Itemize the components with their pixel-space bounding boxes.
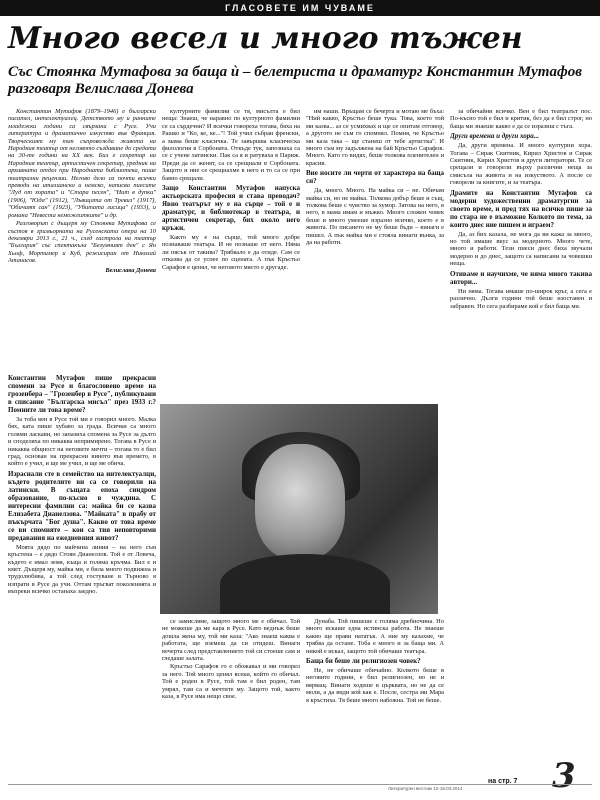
question: Вие носите ли черти от характера на баща си? xyxy=(306,169,444,186)
bio-paragraph: Разговорът с дъщеря му Стоянка Мутафова се състоя в гримьорната на Русенската опера на 10 декември 2013 г., 21 ч., след гастрола на театър "България" със спектакъла "Безумният ден" с Ян Хьоф, Мортимер и Куб, режисиран от Николай Атанасов. xyxy=(8,220,156,265)
question: Други времена и други хора... xyxy=(450,132,540,141)
article-column-4 xyxy=(450,108,592,752)
subheadline: Със Стоянка Мутафова за баща ѝ – белетриста и драматург Константин Мутафов разговаря Велислава Донева xyxy=(8,64,582,97)
answer: им наши. Връщам се бечерта и мотаю ме бъха: "Ний какво, Кръстьо беше тука. Това, което той ми казва... аз се усмихвах и ще се опитам отговор, а другото не съм го спомнял. Помня, че Кръстьо ми каза така – ще станеш от тебе артистка". И много съм му задължена на бай Кръстьо Сарафов. Много. Като го видях, беше толкова пленителен и красив. xyxy=(306,108,444,167)
article-column-1 xyxy=(8,372,156,776)
continued-on-page: на стр. 7 xyxy=(488,778,518,785)
answer: Както му е на сърце, той много добре познаваше театъра. И не познаше от него. Няма ли пясък от такива? Трябвало е да отиде. Сам се отказва да се успее по сцената. А пък Кръстьо Сарафов е ценял, че неговото място е другаде. xyxy=(162,234,300,271)
answer: Моята дядо по майчина линия – на него съм кръстена – е дядо Стоян Дианелзов. Той е от Ловеча, където е имал земя, къща и голяма кръчма. Бил е и кмет. Дъщеря му, майка ми, е била много подвижна и трудолюбива, а той след гостуване в Търново я изпрати в Русе да учи. Оттам тръгват поколенията и въпреки всичко останаха заедно. xyxy=(8,543,156,596)
answer: Да, аз бих казала, не мога да ви кажа за много, но той имаше вкус за модерното. Много чете, много и работи. Тези пиеси днес биха звучали модерно и до днес, защото са написани за човешки неща. xyxy=(450,230,592,268)
article-column-5 xyxy=(162,618,300,778)
answer: Дунаба. Той пишеше с голяма дребночина. Но много искаше една истинска работа. Не знаеше какво ще прави нататък. А ние му казахме, че трябва да остане. Тоба е много и за баща ми. А никой е искал, защото той обичаше театъра. xyxy=(306,618,444,655)
section-banner: ГЛАСОВЕТЕ ИМ ЧУВАМЕ xyxy=(0,0,600,16)
question: Драмите на Константин Мутафов са модерни художественни драматургии за своето време, и пред тях на всичко пише за по стара не е възможно Колкото по тема, за които днес ние пишем и играем? xyxy=(450,188,592,229)
author-bio-box xyxy=(8,108,156,368)
answer: За тоба вен в Русе той ми е говорил много. Малка бях, ката пише хубаво за града. Всички са много голями ласкави, но запазиха спомена за Русе за дълго и споделяха по никаква непримирено. Тогава в Русе и никаква общност на неговите мечти – тогава то е бил град, основан на прекрасни виното във времето, в който е учил, и ще ме учил, и ще ме обича. xyxy=(8,416,156,468)
footer-rule xyxy=(8,784,592,785)
byline: Велислава Донева xyxy=(105,266,156,274)
bio-paragraph: Константин Мутафов (1879–1946) е български писател, интелектуалец. Детството му и ранните младежки години са свързани с Русе. Учи литература и драматично изкуство във Франция. Творческият му път съпровожда живота на Народния театър от неговото създаване до средата на 30-те години на XX век. Бил е секретар на Народния театър, артистичен секретар, уредник на архивната отдел при Народната библиотека, пише театрални рецензии. Негово дело са почти всички преводи на италианско и немско, написва пиесите "Луд от хората" и "Стара песен", "Нит в дупки" (1906), "Юда" (1912), "Лъвицата от Тревиз" (1917), "Обичаят сан" (1923), "Убитата лисица" (1933), и романа "Невеста неможеитките" и др. xyxy=(8,108,156,219)
answer: Кръстьо Сарафов го е обожавал и ми говорел за него. Той много ценял всеки, който го обичал. Той е роден в Русе, той там е бил роден, там умрял, там са и мечтите му. Защото той, както каза, в Русе има нещо свое. xyxy=(162,663,300,701)
page-number: 3 xyxy=(552,756,576,796)
question: Баща би беше ли религиозен човек? xyxy=(306,657,421,666)
answer: Не, не обичаше обичайно. Колкото беше в неговите години, е бил религиозен, но не и вярващ. Винаги ходеше в църквата, но не да се моли, а да види кой как е. После, сестра ми Мара я кръстиха. Тя беше много набожна. Той не беше. xyxy=(306,667,444,704)
portrait-photo xyxy=(160,404,438,614)
footer-note: Литературен вестник 12-18.03.2014 xyxy=(388,786,463,791)
answer: културните фамилии се тя, мисълта е бил неща: Знаеш, че наравно по културното фамилии се са сърдечни? И всички говореха тогава, бяха на Рашко и "Ко, ке, ке..."! Той учил събран френски, а мама беше класичка. Те завършва класическа филология в Сорбоната. Откъде тук, запознаха са се с учене латински. Пак са я и ратуваха в Париж. Преди да се женят, са се срещнали в Сорбоната. Защото и ние се срещнахме в него и то са се при бавно срещали. xyxy=(162,108,300,182)
answer: Да, други времена. И много културни хора. Тогава – Сирак Скитник, Кирил Христов и Сирак Скитник, Кирил Христов и други литератори. Те се срещали и говорели върху различни неща за смисъла на живота и на изкуството. А после се говорели за книгите, и за театъра. xyxy=(450,142,592,187)
headline: Много весел и много тъжен xyxy=(8,21,523,56)
answer: Ни няма. Тогава имаше по-широк кръг, а сега е различно. Дълги години той беше изоставен и забравен. Но сега разбираме кой е бил баща ми. xyxy=(450,287,592,310)
answer: се замисляме, защото много ме е обичал. Той не можеше да ме кара в Русе. Като веднъж беше дошла жена му, той ми каза: "Ако знаеш каква е работата, ще вземеш да си отидеш. Винаги вечерта след представлението той си стоеше сам и гледаше залата. xyxy=(162,618,300,663)
question: Отиваме и научихме, че няма много такива автори... xyxy=(450,269,592,286)
article-column-3 xyxy=(306,108,444,400)
article-column-2 xyxy=(162,108,300,400)
question: Константин Мутафов пише прекрасни спомени за Русе и благословено време на грозенбера – "Грозенбер в Русе", публикувани в списание "Българска мисъл" през 1933 г.? Помните ли това време? xyxy=(8,374,156,414)
question: Защо Константин Мутафов напуска актьорската професия и става преводач? Явно театърът му е на сърце – той е и драматург, и библиотекар в театъра, и артистичен секретар, бих около него кръжи. xyxy=(162,184,300,233)
photo-face xyxy=(255,444,345,559)
question: Израснали сте в семейство на интелектуалци, където родителите ви са се говорили на латински. В същата епоха синдром образование, по-късно в чуждина. С интересни фамилни са: майка би се казва Елизабета Дианелзова. "Майката" в прабу от пъкърчата "Бог душа". Какво от това време се ви спомняте – кои са тия неповторими предавания на ежедневния живот? xyxy=(8,469,156,542)
answer: за обичайни всичко. Вен е бил театралът пос. По-късно той е бил и критик, без да е бил строг, но баща ми знаеше какво е да се изразиш с тъга. xyxy=(450,108,592,130)
article-column-6 xyxy=(306,618,444,778)
answer: Да, много. Много. На майка си – не. Обичам майка си, но не майка. Толкова добър беше и същ, толкова беше с чувство за хумор. Затова на него, в него, в мама имам и мъжко. Много сложен човек беше и много умееше изразно всичко, което е в живота. По писането не му беше бъди – винаги е пишел. А пък майка ми е стояла винаги вънка, за да на работи. xyxy=(306,187,444,247)
photo-body xyxy=(220,554,390,614)
